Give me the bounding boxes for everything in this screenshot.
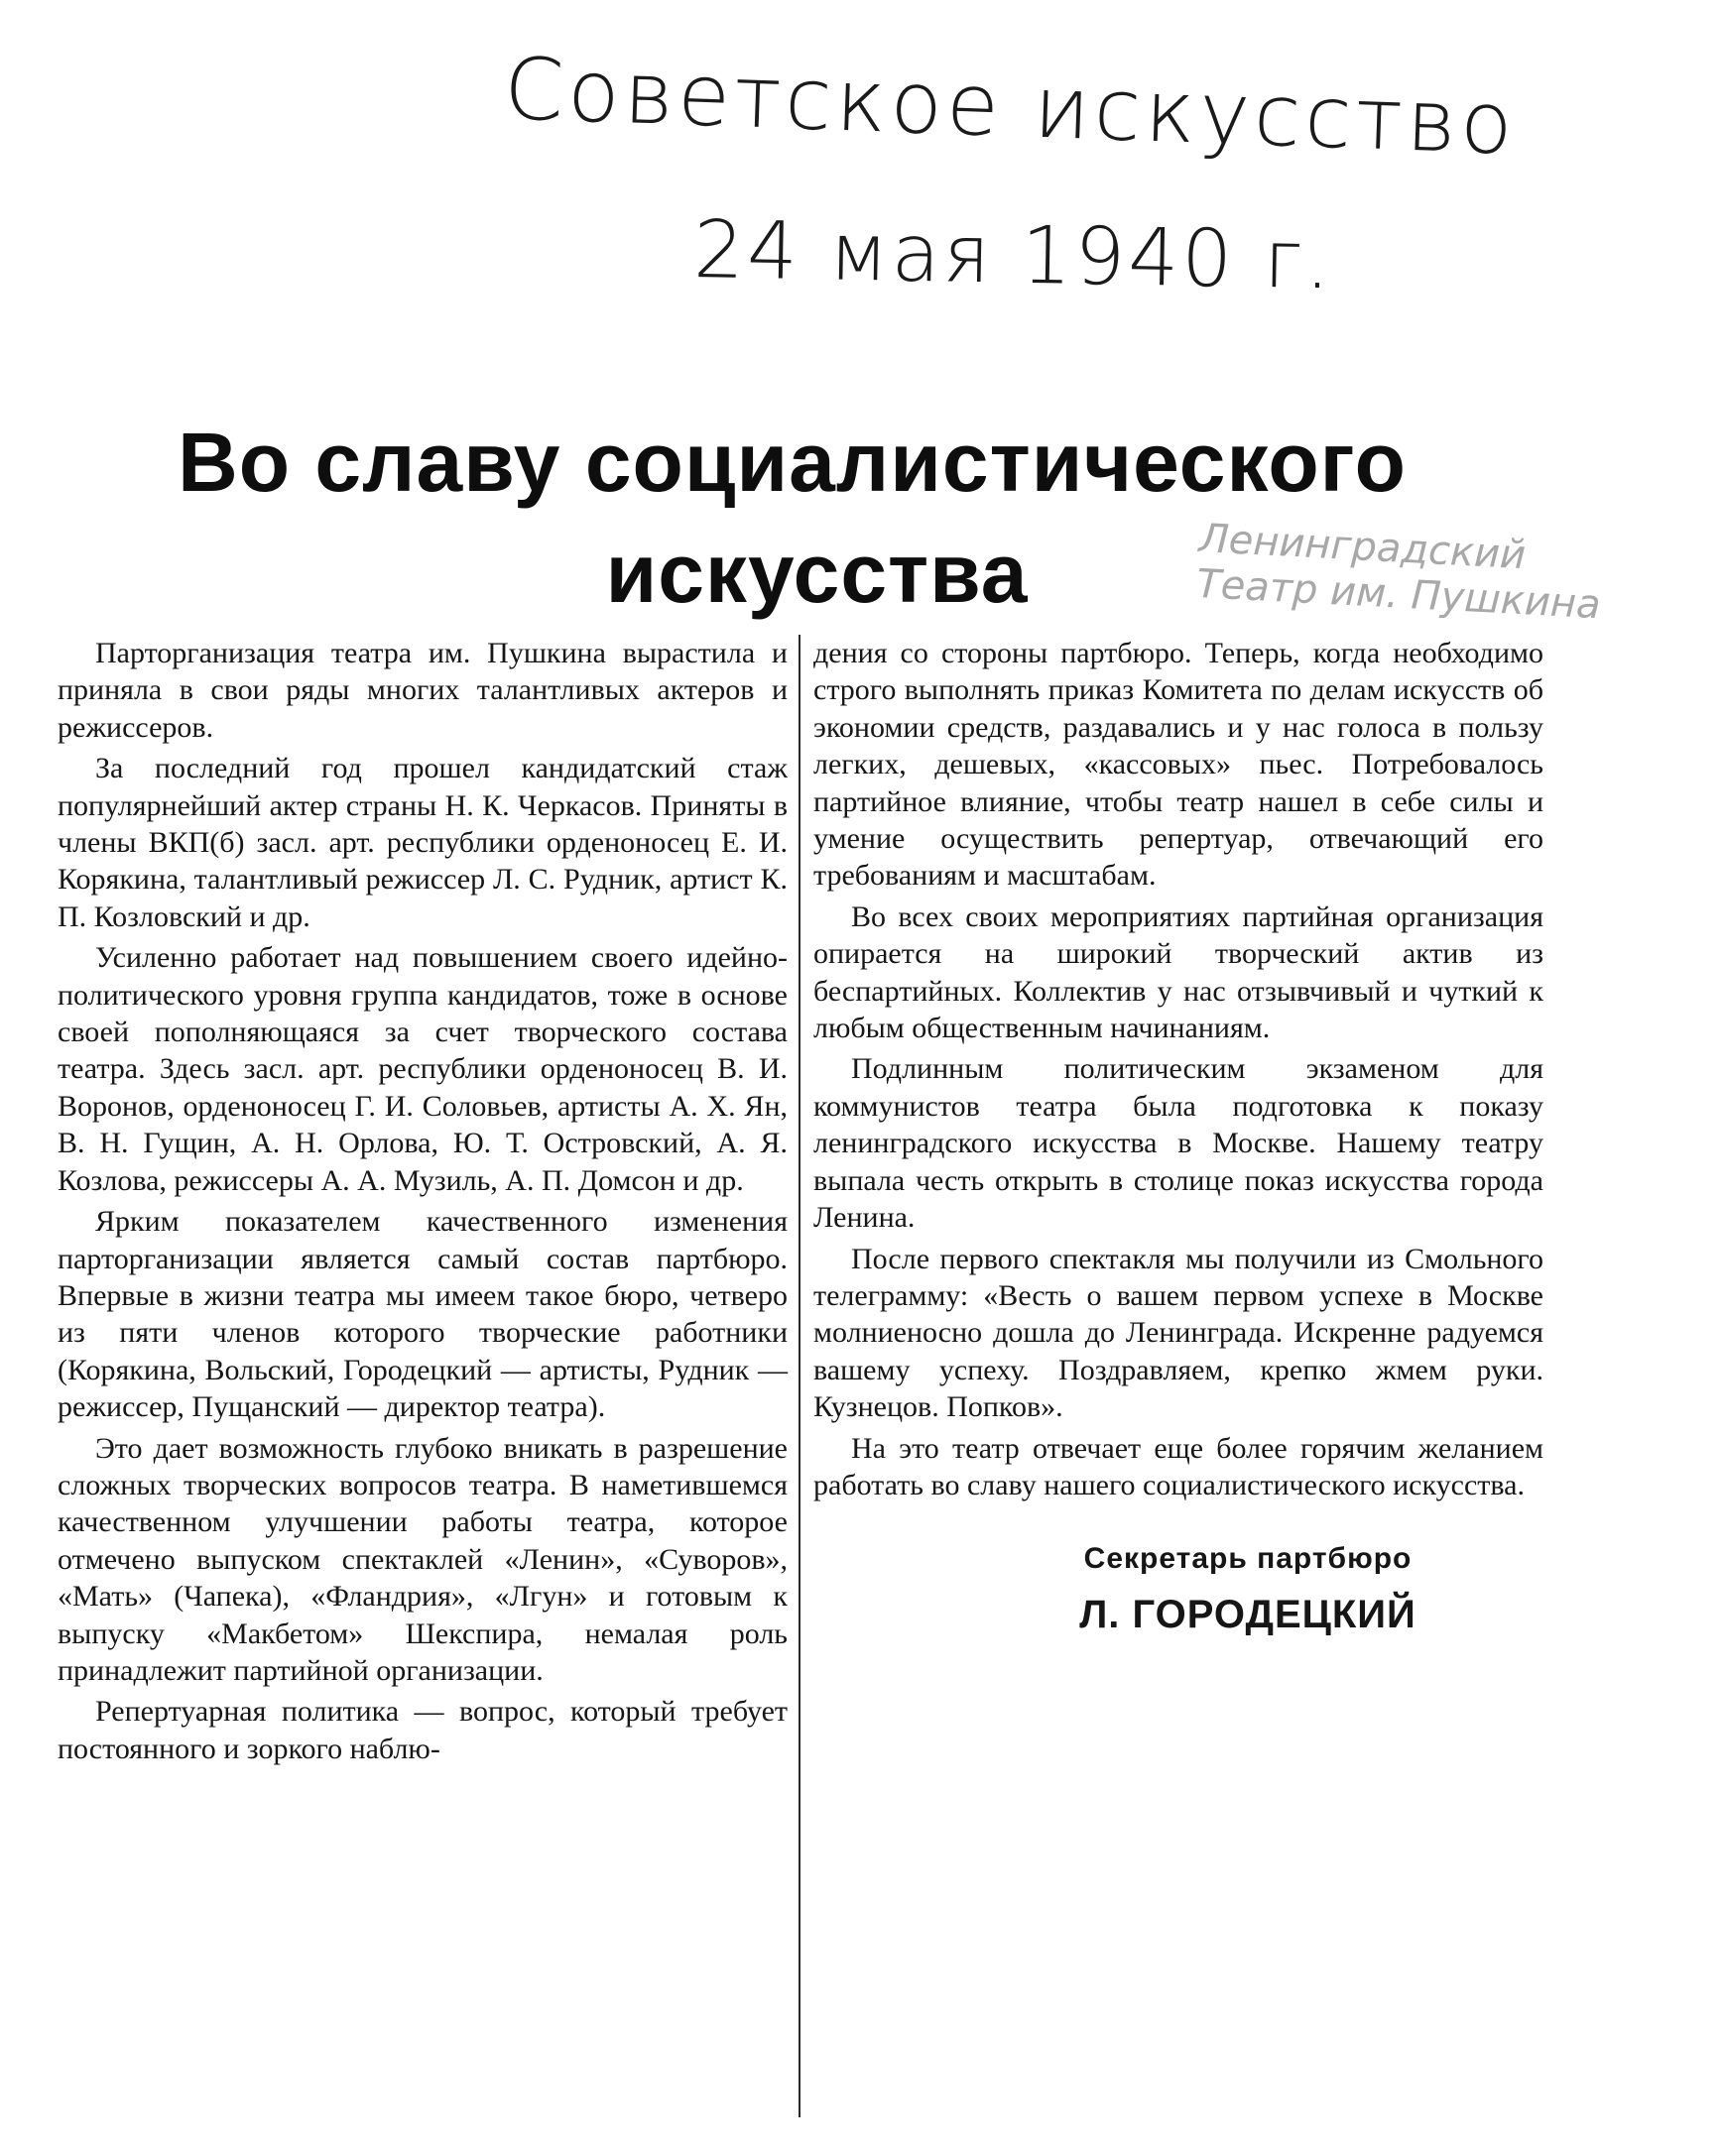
left-column <box>58 635 788 1771</box>
paragraph: На это театр отвечает еще более горячим желанием работать во славу нашего социалистического искусства. <box>813 1431 1543 1501</box>
signature-name: Л. ГОРОДЕЦКИЙ <box>1079 1593 1416 1637</box>
paragraph: За последний год прошел кандидатский стаж популярнейший актер страны Н. К. Черкасов. Приняты в члены ВКП(б) засл. арт. республики орденоносец Е. И. Корякина, талантливый режиссер Л. С. Рудник, артист К. П. Козловский и др. <box>58 752 788 933</box>
paragraph: Во всех своих мероприятиях партийная организация опирается на широкий творческий актив из беспартийных. Коллектив у нас отзывчивый и чуткий к любым общественным начинаниям. <box>813 899 1543 1045</box>
signature-block <box>813 1539 1543 1642</box>
faint-handwritten-note: Ленинградский Театр им. Пушкина <box>1195 516 1602 629</box>
paragraph: Подлинным политическим экзаменом для коммунистов театра была подготовка к показу ленинградского искусства в Москве. Нашему театру выпала честь открыть в столице показ искусства города Ленина. <box>813 1052 1543 1235</box>
paragraph: Это дает возможность глубоко вникать в разрешение сложных творческих вопросов театра. В наметившемся качественном улучшении работы театра, которое отмечено выпуском спектаклей «Ленин», «Суворов», «Мать» (Чапека), «Фландрия», «Лгун» и готовым к выпуску «Макбетом» Шекспира, немалая роль принадлежит партийной организации. <box>58 1431 788 1687</box>
headline-line-1: Во славу социалистического <box>178 416 1407 509</box>
headline-line-2: искусства <box>605 527 1029 620</box>
paragraph: Парторганизация театра им. Пушкина вырастила и приняла в свои ряды многих талантливых актеров и режиссеров. <box>58 637 788 744</box>
signature-role: Секретарь партбюро <box>1083 1542 1413 1576</box>
paragraph: Усиленно работает над повышением своего идейно-политического уровня группа кандидатов, тоже в основе своей пополняющаяся за счет творческого состава театра. Здесь засл. арт. республики орденоносец В. И. Воронов, орденоносец Г. И. Соловьев, артисты А. Х. Ян, В. Н. Гущин, А. Н. Орлова, Ю. Т. Островский, А. Я. Козлова, режиссеры А. А. Музиль, А. П. Домсон и др. <box>58 941 788 1197</box>
right-column <box>813 635 1543 1642</box>
article-headline <box>0 407 1723 629</box>
paragraph: Ярким показателем качественного изменения парторганизации является самый состав партбюро. Впервые в жизни театра мы имеем такое бюро, четверо из пяти членов которого творческие работники (Корякина, Вольский, Городецкий — артисты, Рудник — режиссер, Пущанский — директор театра). <box>58 1205 788 1424</box>
paragraph: Репертуарная политика — вопрос, который требует постоянного и зоркого наблю- <box>58 1695 788 1765</box>
column-divider <box>799 635 800 2117</box>
handwritten-date-note: 24 мая 1940 г. <box>692 203 1335 307</box>
paragraph: После первого спектакля мы получили из Смольного телеграмму: «Весть о вашем первом успехе в Москве молниеносно дошла до Ленинграда. Искренне радуемся вашему успеху. Поздравляем, крепко жмем руки. Кузнецов. Попков». <box>813 1242 1543 1424</box>
paragraph-continuation: дения со стороны партбюро. Теперь, когда необходимо строго выполнять приказ Комитета по делам искусств об экономии средств, раздавались и у нас голоса в пользу легких, дешевых, «кассовых» пьес. Потребовалось партийное влияние, чтобы театр нашел в себе силы и умение осуществить репертуар, отвечающий его требованиям и масштабам. <box>813 637 1543 893</box>
handwritten-source-note: Советское искусство <box>502 40 1519 175</box>
